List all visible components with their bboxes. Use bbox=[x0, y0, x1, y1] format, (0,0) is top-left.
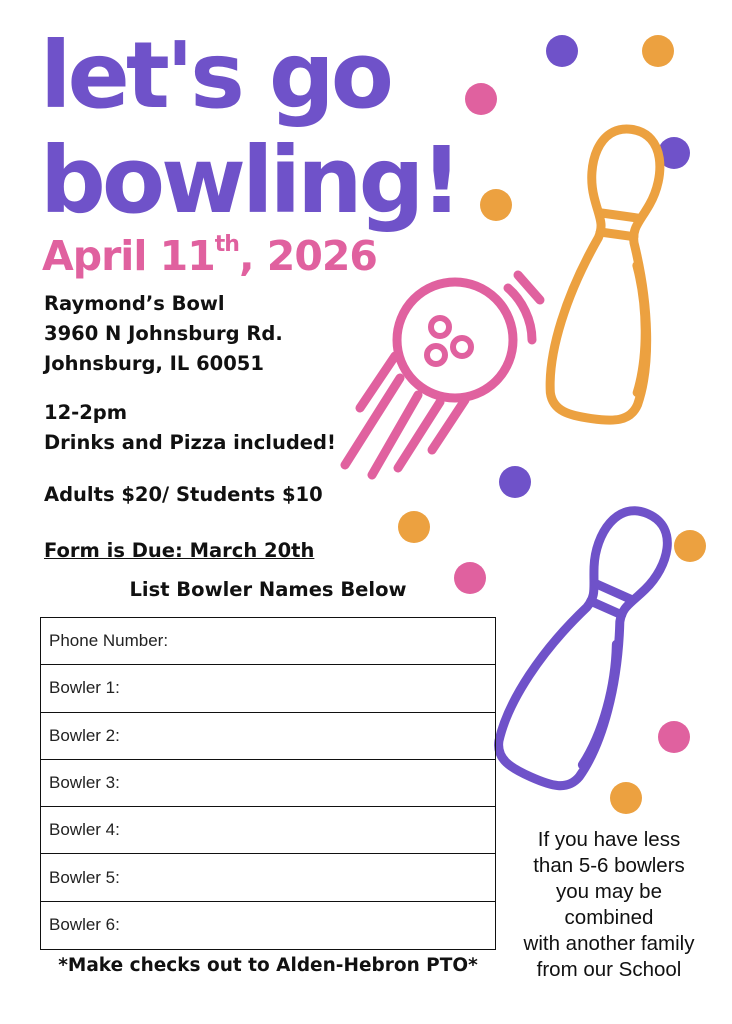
pricing bbox=[44, 480, 323, 510]
combine-note-line: with another family bbox=[523, 932, 695, 955]
combine-note-line: If you have less bbox=[537, 828, 681, 851]
venue-street: 3960 N Johnsburg Rd. bbox=[44, 322, 283, 345]
bowler-1-field[interactable]: Bowler 1: bbox=[41, 665, 495, 712]
dot-purple bbox=[499, 466, 531, 498]
bowler-5-field[interactable]: Bowler 5: bbox=[41, 854, 495, 901]
combine-note-line: than 5-6 bowlers bbox=[533, 854, 685, 877]
phone-number-field[interactable]: Phone Number: bbox=[41, 618, 495, 665]
checks-note: *Make checks out to Alden-Hebron PTO* bbox=[58, 955, 478, 976]
bowling-pin-icon bbox=[488, 495, 690, 796]
event-date bbox=[42, 232, 377, 280]
headline-line-2: bowling! bbox=[40, 127, 459, 234]
bowler-3-field[interactable]: Bowler 3: bbox=[41, 760, 495, 807]
dot-orange bbox=[674, 530, 706, 562]
combine-note-line: you may be bbox=[556, 880, 662, 903]
bowler-6-field[interactable]: Bowler 6: bbox=[49, 915, 120, 935]
due-text: Form is Due: March 20th bbox=[44, 539, 315, 562]
date-suffix: th bbox=[214, 232, 239, 258]
dot-pink bbox=[658, 721, 690, 753]
dot-orange bbox=[398, 511, 430, 543]
venue-name: Raymond’s Bowl bbox=[44, 292, 225, 315]
bowling-pin-icon bbox=[545, 123, 678, 425]
event-includes: Drinks and Pizza included! bbox=[44, 431, 336, 454]
date-year: , 2026 bbox=[238, 232, 377, 280]
event-details bbox=[44, 398, 336, 458]
dot-purple bbox=[546, 35, 578, 67]
venue-city: Johnsburg, IL 60051 bbox=[44, 352, 264, 375]
pricing-text: Adults $20/ Students $10 bbox=[44, 483, 323, 506]
bowler-4-field[interactable]: Bowler 4: bbox=[41, 807, 495, 854]
event-time: 12-2pm bbox=[44, 401, 128, 424]
dot-orange bbox=[642, 35, 674, 67]
bowling-ball-icon bbox=[345, 275, 540, 475]
combine-note-line: combined bbox=[564, 906, 654, 929]
headline-line-1: let's go bbox=[40, 22, 390, 129]
venue-address bbox=[44, 289, 283, 379]
dot-orange bbox=[480, 189, 512, 221]
dot-pink bbox=[465, 83, 497, 115]
dot-orange bbox=[610, 782, 642, 814]
list-title: List Bowler Names Below bbox=[129, 578, 407, 601]
combine-note-line: from our School bbox=[536, 958, 682, 981]
combine-note bbox=[500, 827, 718, 983]
due-date bbox=[44, 536, 314, 566]
date-month-day: April 11 bbox=[42, 232, 215, 280]
bowler-form-table bbox=[40, 617, 496, 950]
bowler-2-field[interactable]: Bowler 2: bbox=[41, 713, 495, 760]
